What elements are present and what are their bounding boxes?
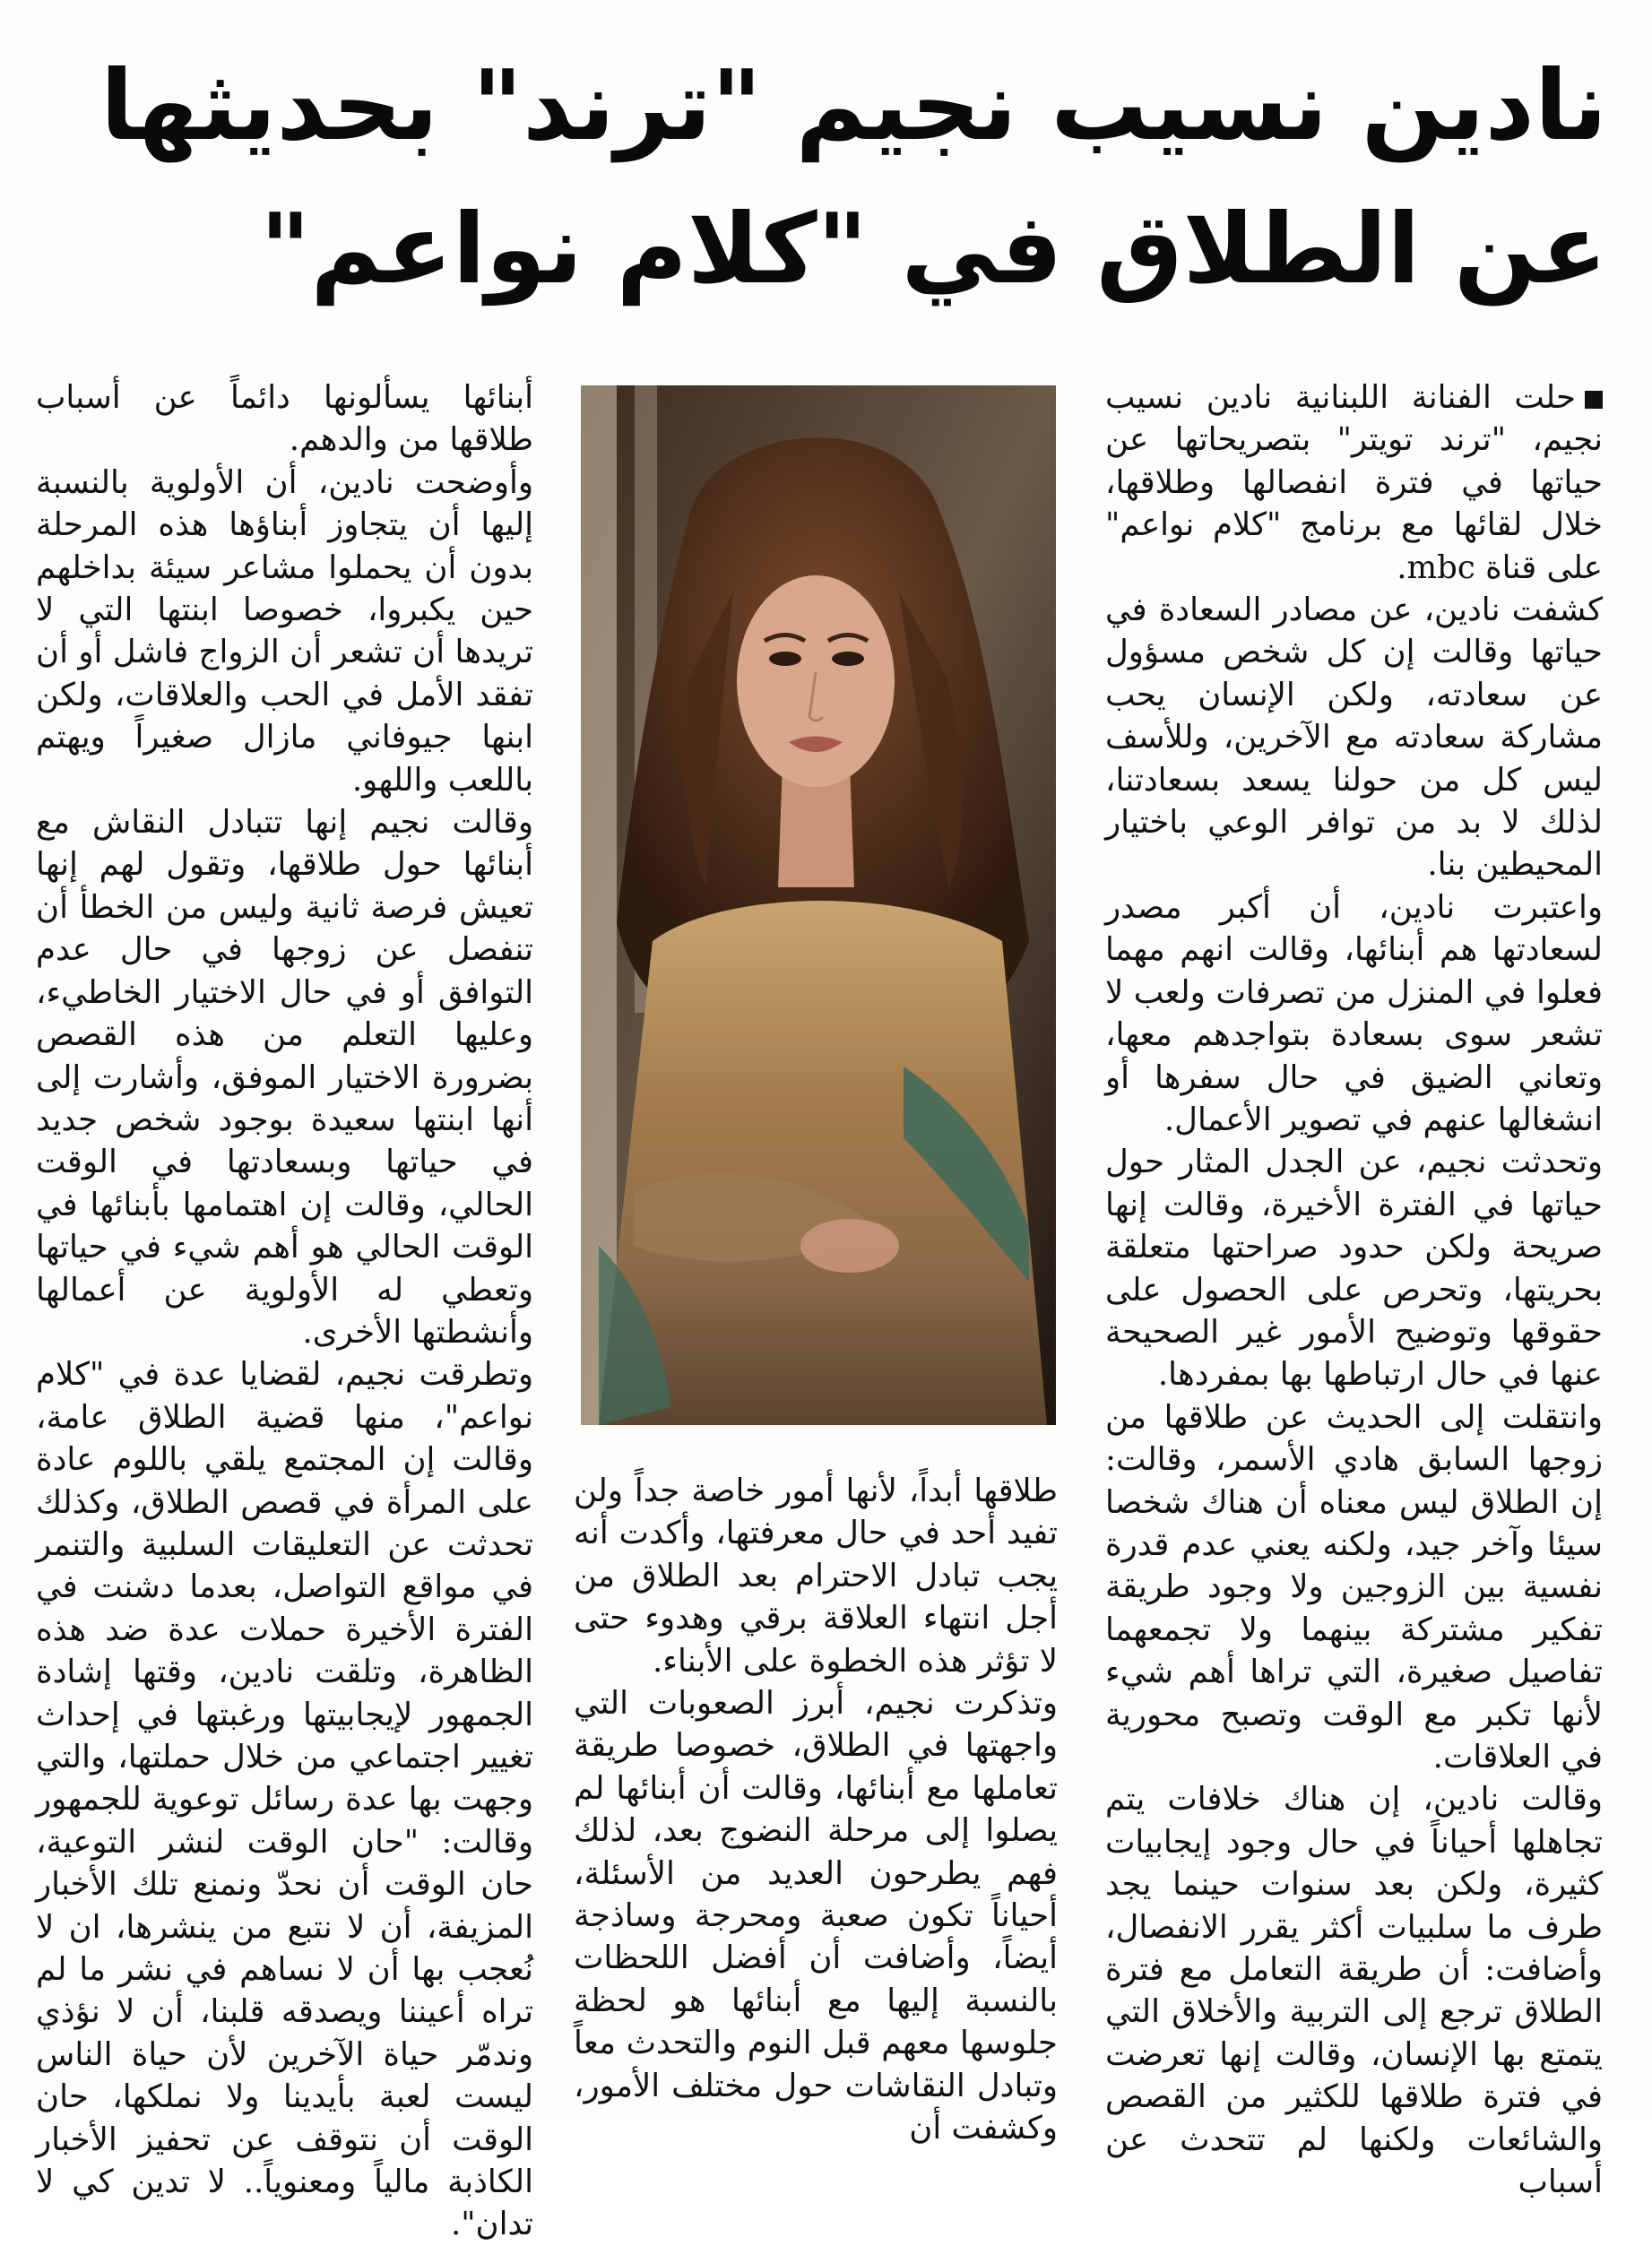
paragraph: واعتبرت نادين، أن أكبر مصدر لسعادتها هم أبنائها، وقالت انهم مهما فعلوا في المنزل من تصرفات ولعب لا تشعر سوى بسعادة بتواجدهم معها، وتعاني الضيق في حال سفرها أو انشغالها عنهم في تصوير الأعمال.	[1105, 888, 1603, 1138]
paragraph: وتحدثت نجيم، عن الجدل المثار حول حياتها في الفترة الأخيرة، وقالت إنها صريحة ولكن حدود صراحتها متعلقة بحريتها، وتحرص على الحصول على حقوقها وتوضيح الأمور غير الصحيحة عنها في حال ارتباطها بها بمفردها.	[1105, 1144, 1603, 1394]
paragraph: أبنائها يسألونها دائماً عن أسباب طلاقها من والدهم.	[36, 379, 533, 459]
portrait-photo-icon	[581, 385, 1056, 1425]
square-bullet-icon	[1585, 391, 1603, 409]
article-column-right	[1105, 376, 1603, 2201]
headline-line-2: عن الطلاق في "كلام نواعم"	[260, 194, 1607, 306]
paragraph: طلاقها أبداً، لأنها أمور خاصة جداً ولن تفيد أحد في حال معرفتها، وأكدت أنه يجب تبادل الاحترام بعد الطلاق من أجل انتهاء العلاقة برقي وهدوء حتى لا تؤثر هذه الخطوة على الأبناء.	[574, 1473, 1058, 1680]
paragraph: وأوضحت نادين، أن الأولوية بالنسبة إليها أن يتجاوز أبناؤها هذه المرحلة بدون أن يحملوا مشاعر سيئة بداخلهم حين يكبروا، خصوصا ابنتها التي لا تريدها أن تشعر أن الزواج فاشل أو أن تفقد الأمل في الحب والعلاقات، ولكن ابنها جيوفاني مازال صغيراً ويهتم باللعب واللهو.	[36, 463, 533, 799]
paragraph: حلت الفنانة اللبنانية نادين نسيب نجيم، "ترند تويتر" بتصريحاتها عن حياتها في فترة انفصالها وطلاقها، خلال لقائها مع برنامج "كلام نواعم" على قناة mbc.	[1105, 379, 1603, 586]
paragraph: وقالت نادين، إن هناك خلافات يتم تجاهلها أحياناً في حال وجود إيجابيات كثيرة، ولكن بعد سنوات حينما يجد طرف ما سلبيات أكثر يقرر الانفصال، وأضافت: أن طريقة التعامل مع فترة الطلاق ترجع إلى التربية والأخلاق التي يتمتع بها الإنسان، وقالت إنها تعرضت في فترة طلاقها للكثير من القصص والشائعات ولكنها لم تتحدث عن أسباب	[1105, 1781, 1603, 2201]
paragraph: وقالت نجيم إنها تتبادل النقاش مع أبنائها حول طلاقها، وتقول لهم إنها تعيش فرصة ثانية وليس من الخطأ أن تنفصل عن زوجها في حال عدم التوافق أو في حال الاختيار الخاطيء، وعليها التعلم من هذه القصص بضرورة الاختيار الموفق، وأشارت إلى أنها ابنتها سعيدة بوجود شخص جديد في حياتها وبسعادتها في الوقت الحالي، وقالت إن اهتمامها بأبنائها في الوقت الحالي هو أهم شيء في حياتها وتعطي له الأولوية عن أعمالها وأنشطتها الأخرى.	[36, 804, 533, 1351]
paragraph: وتذكرت نجيم، أبرز الصعوبات التي واجهتها في الطلاق، خصوصا طريقة تعاملها مع أبنائها، وقالت أن أبنائها لم يصلوا إلى مرحلة النضوج بعد، لذلك فهم يطرحون العديد من الأسئلة، أحياناً تكون صعبة ومحرجة وساذجة أيضاً، وأضافت أن أفضل اللحظات بالنسبة إليها مع أبنائها هو لحظة جلوسها معهم قبل النوم والتحدث معاً وتبادل النقاشات حول مختلف الأمور، وكشفت أن	[574, 1685, 1058, 2147]
article-column-middle	[574, 1470, 1058, 2147]
paragraph: وتطرقت نجيم، لقضايا عدة في "كلام نواعم"، منها قضية الطلاق عامة، وقالت إن المجتمع يلقي باللوم عادة على المرأة في قصص الطلاق، وكذلك تحدثت عن التعليقات السلبية والتنمر في مواقع التواصل، بعدما دشنت في الفترة الأخيرة حملات عدة ضد هذه الظاهرة، وتلقت نادين، وقتها إشادة الجمهور لإيجابيتها ورغبتها في إحداث تغيير اجتماعي من خلال حملتها، والتي وجهت بها عدة رسائل توعوية للجمهور وقالت: "حان الوقت لنشر التوعية، حان الوقت أن نحدّ ونمنع تلك الأخبار المزيفة، أن لا نتبع من ينشرها، ان لا نُعجب بها أن لا نساهم في نشر ما لم تراه أعيننا ويصدقه قلبنا، أن لا نؤذي وندمّر حياة الآخرين لأن حياة الناس ليست لعبة بأيدينا ولا نملكها، حان الوقت أن نتوقف عن تحفيز الأخبار الكاذبة مالياً ومعنوياً.. لا تدين كي لا تدان".	[36, 1356, 533, 2243]
headline-line-1: نادين نسيب نجيم "ترند" بحديثها	[99, 50, 1607, 162]
article-headline	[48, 36, 1607, 323]
article-photo	[581, 385, 1056, 1425]
paragraph: وانتقلت إلى الحديث عن طلاقها من زوجها السابق هادي الأسمر، وقالت: إن الطلاق ليس معناه أن هناك شخصا سيئا وآخر جيد، ولكنه يعني عدم قدرة نفسية بين الزوجين ولا وجود طريقة تفكير مشتركة بينهما ولا تجمعهما تفاصيل صغيرة، التي تراها أهم شيء لأنها تكبر مع الوقت وتصبح محورية في العلاقات.	[1105, 1398, 1603, 1775]
paragraph: كشفت نادين، عن مصادر السعادة في حياتها وقالت إن كل شخص مسؤول عن سعادته، ولكن الإنسان يحب مشاركة سعادته مع الآخرين، وللأسف ليس كل من حولنا يسعد بسعادتنا، لذلك لا بد من توافر الوعي باختيار المحيطين بنا.	[1105, 592, 1603, 884]
article-column-left	[36, 376, 533, 2243]
